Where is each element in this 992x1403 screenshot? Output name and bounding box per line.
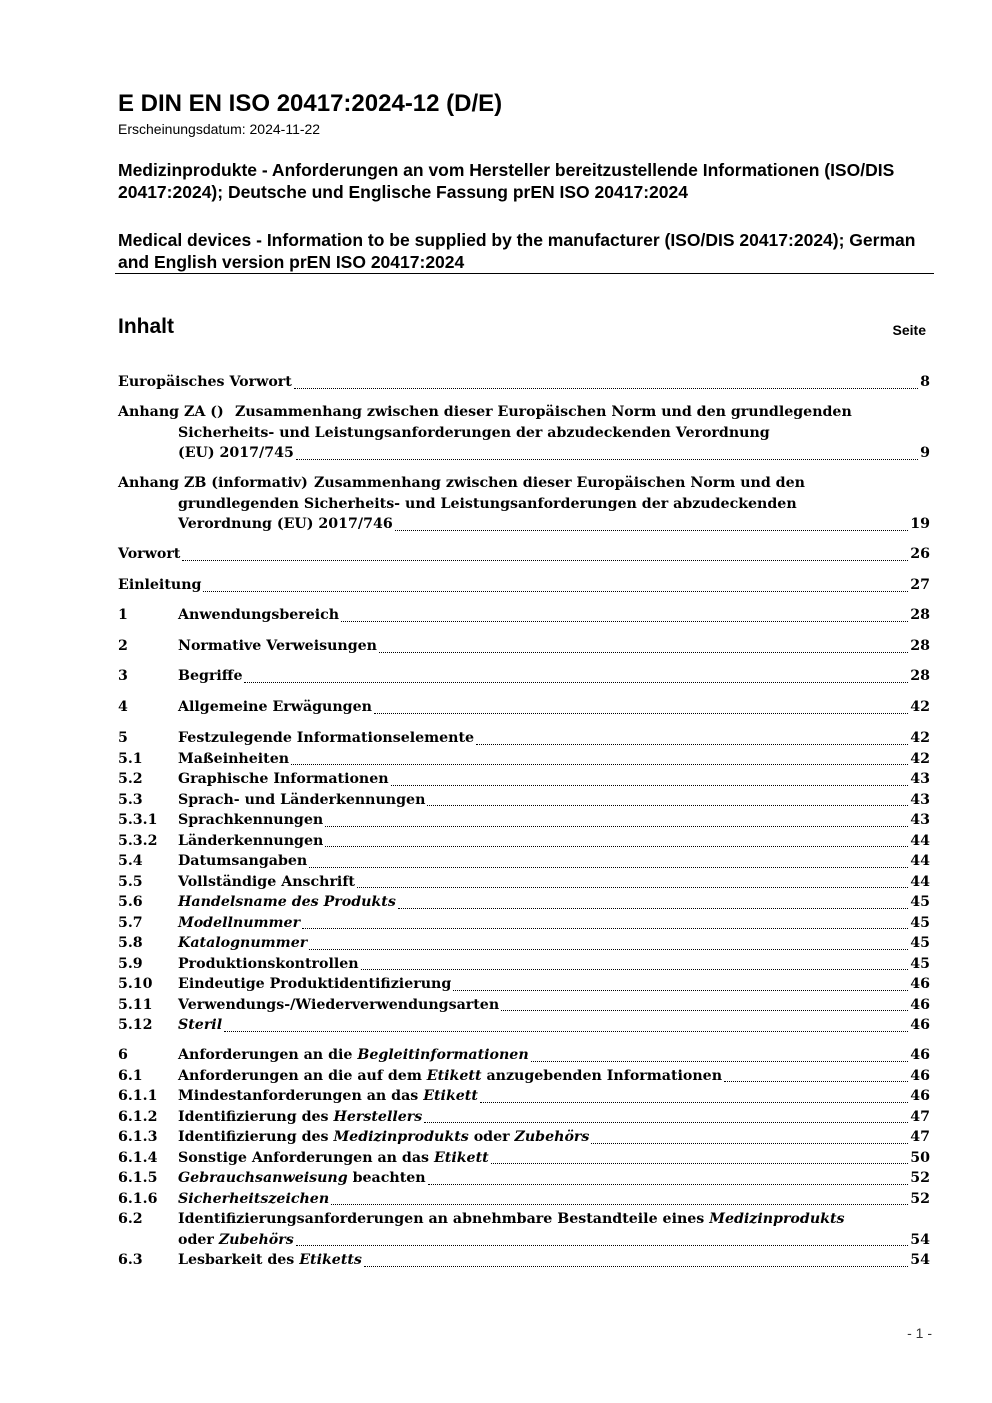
toc-entry-title: Gebrauchsanweisung beachten — [178, 1170, 426, 1186]
toc-leader — [391, 785, 909, 786]
toc-entry[interactable] — [118, 697, 930, 718]
toc-entry-title: Katalognummer — [178, 935, 308, 951]
toc-entry[interactable] — [118, 544, 930, 565]
toc-leader — [331, 1204, 908, 1205]
toc-entry[interactable] — [118, 769, 930, 790]
toc-leader — [309, 949, 908, 950]
toc-entry-number: 6.3 — [118, 1252, 143, 1268]
toc-entry[interactable] — [118, 810, 930, 831]
toc-entry-title: Identifizierungsanforderungen an abnehmbare Bestandteile eines Medizinprodukts — [178, 1211, 845, 1227]
toc-entry-title: Verwendungs-/Wiederverwendungsarten — [178, 996, 500, 1013]
toc-entry-page: 46 — [910, 1017, 930, 1033]
toc-entry-number: 5.12 — [118, 1017, 153, 1033]
toc-entry-number: 5 — [118, 730, 128, 746]
toc-entry-title: Sicherheitszeichen — [178, 1190, 330, 1207]
toc-leader — [302, 928, 908, 929]
toc-leader — [379, 652, 908, 653]
toc-entry-page: 46 — [910, 1047, 930, 1063]
toc-entry-title: Einleitung — [118, 577, 202, 593]
toc-leader — [374, 713, 908, 714]
english-title: Medical devices - Information to be supplied by the manufacturer (ISO/DIS 20417:2024); German and English version prEN ISO 20417:2024 — [118, 230, 916, 272]
toc-leader — [531, 1061, 909, 1062]
toc-entry[interactable] — [118, 1250, 930, 1271]
toc-entry[interactable] — [118, 749, 930, 770]
toc-entry[interactable] — [118, 372, 930, 393]
toc-entry[interactable] — [118, 1189, 930, 1210]
toc-entry-page: 44 — [910, 832, 930, 849]
toc-entry-title: Identifizierung des Herstellers — [178, 1108, 423, 1125]
toc-leader — [476, 744, 908, 745]
toc-entry-title: Normative Verweisungen — [178, 638, 377, 654]
toc-entry[interactable] — [118, 1066, 930, 1087]
toc-entry-title: Steril — [178, 1017, 223, 1033]
toc-leader — [428, 1184, 909, 1185]
toc-entry-page: 8 — [920, 374, 930, 390]
toc-entry-page: 46 — [910, 996, 930, 1013]
toc-entry[interactable] — [118, 1148, 930, 1169]
toc-entry-title-cont: Verordnung (EU) 2017/746 — [178, 516, 393, 532]
toc-entry[interactable] — [118, 402, 930, 464]
toc-entry-page: 54 — [910, 1252, 930, 1268]
document-title: E DIN EN ISO 20417:2024-12 (D/E) — [118, 90, 503, 117]
toc-entry-title: Modellnummer — [178, 914, 301, 931]
toc-entry[interactable] — [118, 872, 930, 893]
toc-heading: Inhalt — [118, 315, 174, 338]
toc-entry-page: 46 — [910, 1088, 930, 1104]
toc-entry-page: 47 — [910, 1129, 930, 1145]
toc-entry[interactable] — [118, 995, 930, 1016]
toc-entry-page: 42 — [910, 730, 930, 746]
toc-entry-number: 6.1.2 — [118, 1108, 158, 1125]
toc-entry-title: Zusammenhang zwischen dieser Europäischen Norm und den grundlegenden — [235, 404, 852, 420]
toc-entry-number: 2 — [118, 638, 128, 654]
toc-entry-page: 47 — [910, 1108, 930, 1125]
publication-date: Erscheinungsdatum: 2024-11-22 — [118, 121, 321, 137]
toc-entry-page: 28 — [910, 668, 930, 684]
toc-leader — [364, 1266, 908, 1267]
toc-entry-page: 28 — [910, 638, 930, 654]
toc-entry-page: 45 — [910, 935, 930, 951]
toc-leader — [224, 1031, 908, 1032]
toc-entry[interactable] — [118, 1015, 930, 1036]
toc-entry-page: 44 — [910, 853, 930, 869]
toc-entry-number: 6.1.6 — [118, 1190, 158, 1207]
toc-entry-title: Vorwort — [118, 546, 181, 562]
toc-leader — [182, 560, 908, 561]
toc-entry-title: Datumsangaben — [178, 853, 308, 869]
toc-entry[interactable] — [118, 892, 930, 913]
toc-entry-number: 5.9 — [118, 955, 143, 972]
toc-entry[interactable] — [118, 1045, 930, 1066]
toc-entry-page: 54 — [910, 1231, 930, 1248]
toc-entry-page: 44 — [910, 873, 930, 890]
toc-leader — [294, 388, 918, 389]
toc-leader — [453, 990, 908, 991]
toc-entry-number: 6.2 — [118, 1211, 143, 1227]
toc-entry-title: Handelsname des Produkts — [178, 894, 396, 910]
toc-leader — [424, 1122, 908, 1123]
toc-leader — [203, 591, 908, 592]
toc-entry-number: 3 — [118, 668, 128, 684]
toc-leader — [296, 1245, 909, 1246]
toc-entry-page: 28 — [910, 607, 930, 623]
toc-entry-title: Vollständige Anschrift — [178, 873, 355, 890]
toc-entry-number: 5.11 — [118, 996, 153, 1013]
toc-entry[interactable] — [118, 831, 930, 852]
toc-entry[interactable] — [118, 636, 930, 657]
toc-entry-number: 6.1 — [118, 1067, 143, 1084]
toc-entry-number: 5.3.2 — [118, 832, 158, 849]
toc-entry[interactable] — [118, 728, 930, 749]
page-number: - 1 - — [907, 1325, 932, 1341]
toc-entry-number: 5.2 — [118, 771, 143, 787]
toc-entry-title: Zusammenhang zwischen dieser Europäischen Norm und den — [314, 475, 805, 491]
toc-entry[interactable] — [118, 1127, 930, 1148]
toc-entry-number: 6.1.5 — [118, 1170, 158, 1186]
toc-entry-title: Produktionskontrollen — [178, 955, 359, 972]
toc-entry-page: 26 — [910, 546, 930, 562]
toc-leader — [244, 682, 908, 683]
toc-entry-page: 43 — [910, 791, 930, 808]
toc-entry-number: Anhang ZA () — [118, 404, 224, 420]
toc-entry-number: 5.10 — [118, 976, 153, 992]
toc-entry-title: Sprach- und Länderkennungen — [178, 791, 426, 808]
toc-entry-page: 42 — [910, 699, 930, 715]
toc-entry[interactable] — [118, 954, 930, 975]
toc-entry-title: Anwendungsbereich — [178, 607, 340, 623]
toc-entry-number: 4 — [118, 699, 128, 715]
toc-entry[interactable] — [118, 913, 930, 934]
toc-entry-page: 45 — [910, 914, 930, 931]
german-title: Medizinprodukte - Anforderungen an vom Hersteller bereitzustellende Informationen (ISO/DIS 20417:2024); Deutsche und Englische Fassung prEN ISO 20417:2024 — [118, 160, 895, 202]
toc-leader — [591, 1143, 908, 1144]
toc-entry-title: Identifizierung des Medizinprodukts oder Zubehörs — [178, 1129, 590, 1145]
header-divider — [115, 273, 934, 274]
toc-entry-title: Europäisches Vorwort — [118, 374, 292, 390]
toc-leader — [357, 887, 908, 888]
toc-entry-page: 52 — [910, 1170, 930, 1186]
toc-entry-title: Begriffe — [178, 668, 243, 684]
toc-leader — [480, 1102, 908, 1103]
toc-entry-page: 45 — [910, 955, 930, 972]
toc-entry[interactable] — [118, 666, 930, 687]
toc-entry[interactable] — [118, 1168, 930, 1189]
toc-entry-number: 6.1.4 — [118, 1149, 158, 1166]
toc-entry-title: Anforderungen an die auf dem Etikett anzugebenden Informationen — [178, 1067, 723, 1084]
toc-entry-page: 46 — [910, 976, 930, 992]
toc-entry-title: Festzulegende Informationselemente — [178, 730, 475, 746]
toc-leader — [501, 1010, 908, 1011]
toc-entry[interactable] — [118, 1209, 930, 1250]
toc-leader — [395, 530, 909, 531]
toc-leader — [296, 459, 918, 460]
toc-entry-number: 5.5 — [118, 873, 143, 890]
toc-entry-page: 42 — [910, 750, 930, 767]
toc-entry-page: 45 — [910, 894, 930, 910]
toc-entry[interactable] — [118, 1086, 930, 1107]
toc-entry[interactable] — [118, 473, 930, 535]
toc-entry-number: 5.3.1 — [118, 812, 158, 828]
toc-entry-title-cont: grundlegenden Sicherheits- und Leistungsanforderungen der abzudeckenden — [178, 495, 797, 512]
toc-entry[interactable] — [118, 605, 930, 626]
toc-entry-title: Mindestanforderungen an das Etikett — [178, 1088, 478, 1104]
toc-entry-page: 27 — [910, 577, 930, 593]
toc-leader — [325, 846, 908, 847]
toc-entry-number: 5.8 — [118, 935, 143, 951]
toc-leader — [427, 805, 908, 806]
toc-entry-page: 52 — [910, 1190, 930, 1207]
toc-page-column-label: Seite — [892, 322, 926, 338]
toc-entry-number: 5.1 — [118, 750, 143, 767]
toc-entry-number: Anhang ZB (informativ) — [118, 475, 308, 491]
toc-entry-number: 6.1.1 — [118, 1088, 158, 1104]
toc-entry-number: 5.4 — [118, 853, 143, 869]
toc-entry-title: Sonstige Anforderungen an das Etikett — [178, 1149, 489, 1166]
toc-entry-number: 5.7 — [118, 914, 143, 931]
toc-entry-title-cont: (EU) 2017/745 — [178, 445, 294, 461]
toc-entry-title-cont: oder Zubehörs — [178, 1231, 294, 1248]
toc-leader — [491, 1163, 909, 1164]
toc-entry-number: 5.6 — [118, 894, 143, 910]
toc-entry-title: Eindeutige Produktidentifizierung — [178, 976, 452, 992]
toc-entry-number: 1 — [118, 607, 128, 623]
toc-entry-number: 6.1.3 — [118, 1129, 158, 1145]
toc-entry[interactable] — [118, 933, 930, 954]
toc-entry[interactable] — [118, 575, 930, 596]
toc-entry-page: 50 — [910, 1149, 930, 1166]
toc-leader — [361, 969, 909, 970]
toc-entry-page: 19 — [910, 516, 930, 532]
toc-entry-number: 6 — [118, 1047, 128, 1063]
toc-leader — [309, 867, 908, 868]
toc-entry-page: 43 — [910, 812, 930, 828]
toc-leader — [291, 764, 908, 765]
toc-entry-title-cont: Sicherheits- und Leistungsanforderungen der abzudeckenden Verordnung — [178, 424, 770, 441]
toc-entry-title: Länderkennungen — [178, 832, 324, 849]
toc-leader — [341, 621, 908, 622]
toc-entry-title: Allgemeine Erwägungen — [178, 699, 372, 715]
toc-entry-title: Maßeinheiten — [178, 750, 290, 767]
toc-entry-page: 43 — [910, 771, 930, 787]
toc-entry-page: 46 — [910, 1067, 930, 1084]
toc-entry-number: 5.3 — [118, 791, 143, 808]
toc-entry-title: Graphische Informationen — [178, 771, 389, 787]
toc-entry-page: 9 — [920, 445, 930, 461]
toc-entry[interactable] — [118, 974, 930, 995]
toc-entry-title: Anforderungen an die Begleitinformationen — [178, 1047, 529, 1063]
toc-leader — [325, 826, 908, 827]
toc-entry-title: Lesbarkeit des Etiketts — [178, 1252, 362, 1268]
toc-entry-title: Sprachkennungen — [178, 812, 324, 828]
toc-leader — [398, 908, 908, 909]
toc-entry[interactable] — [118, 790, 930, 811]
toc-entry[interactable] — [118, 1107, 930, 1128]
toc-entry[interactable] — [118, 851, 930, 872]
toc-leader — [724, 1081, 908, 1082]
